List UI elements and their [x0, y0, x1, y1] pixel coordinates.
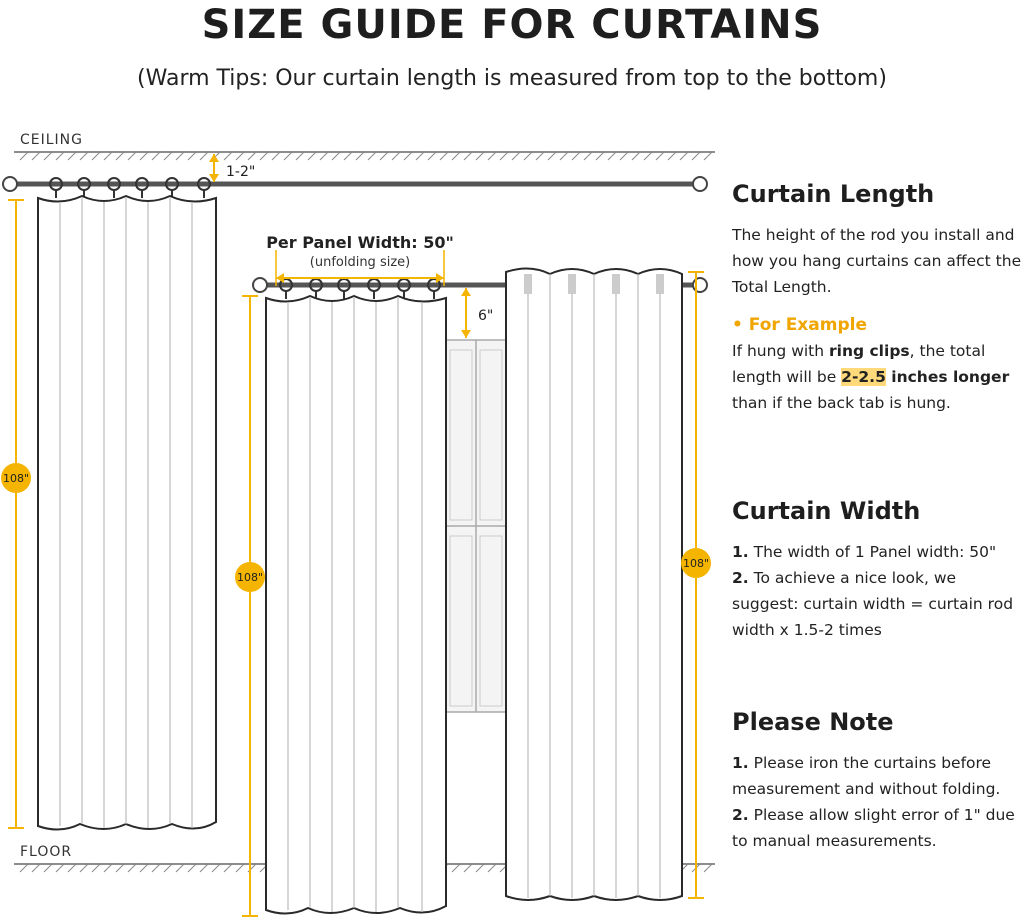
hatch-line: [68, 152, 76, 160]
hatch-line: [524, 152, 532, 160]
please-note-section: [732, 708, 1024, 854]
hatch-line: [488, 152, 496, 160]
please-note-item-1: [732, 750, 1024, 802]
length-dimension-middle: [235, 296, 265, 916]
hatch-line: [224, 864, 232, 872]
hatch-line: [176, 152, 184, 160]
hatch-line: [260, 152, 268, 160]
rod-gap-marker: [209, 154, 219, 182]
hatch-line: [200, 864, 208, 872]
for-example-body: [732, 338, 1024, 416]
curtain-length-body: The height of the rod you install and how you hang curtains can affect the Total Length.: [732, 226, 1022, 296]
curtain-panel-middle: [266, 296, 446, 914]
curtain-length-section: [732, 180, 1024, 416]
page-title: SIZE GUIDE FOR CURTAINS: [201, 2, 823, 48]
drop-label: 6": [478, 308, 494, 324]
hatch-line: [236, 152, 244, 160]
hatch-line: [320, 152, 328, 160]
hatch-line: [116, 152, 124, 160]
hatch-line: [152, 152, 160, 160]
hatch-line: [284, 152, 292, 160]
hatch-line: [584, 152, 592, 160]
window-frame: [446, 340, 506, 712]
hatch-line: [596, 152, 604, 160]
please-note-item-2: [732, 802, 1024, 854]
please-note-heading: Please Note: [732, 708, 894, 736]
hatch-line: [296, 152, 304, 160]
curtain-width-item-2: [732, 565, 1024, 643]
curtain-panel-left: [38, 196, 216, 830]
hatch-line: [500, 152, 508, 160]
curtain-length-heading: Curtain Length: [732, 180, 935, 208]
hatch-line: [344, 152, 352, 160]
hatch-line: [32, 152, 40, 160]
hatch-line: [152, 864, 160, 872]
curtain-panel-right: [506, 268, 682, 900]
hatch-line: [476, 152, 484, 160]
hatch-line: [464, 864, 472, 872]
hatch-line: [212, 864, 220, 872]
hatch-line: [308, 152, 316, 160]
hatch-line: [164, 864, 172, 872]
width-item-1-number: 1.: [732, 543, 749, 561]
example-inches-longer: inches longer: [885, 368, 1010, 386]
hatch-line: [560, 152, 568, 160]
hatch-line: [356, 152, 364, 160]
hatch-line: [20, 152, 28, 160]
hatch-line: [692, 152, 700, 160]
hatch-line: [416, 152, 424, 160]
hatch-line: [248, 152, 256, 160]
hatch-line: [512, 152, 520, 160]
hatch-line: [128, 152, 136, 160]
hatch-line: [428, 152, 436, 160]
hatch-line: [116, 864, 124, 872]
hatch-line: [572, 152, 580, 160]
length-label-right: 108": [682, 557, 710, 570]
hatch-line: [608, 152, 616, 160]
hatch-line: [656, 152, 664, 160]
hatch-line: [236, 864, 244, 872]
ceiling-label: CEILING: [20, 132, 83, 148]
hatch-line: [188, 864, 196, 872]
hatch-line: [668, 152, 676, 160]
example-highlight: 2-2.5: [841, 368, 886, 386]
hatch-line: [92, 152, 100, 160]
hatch-line: [620, 152, 628, 160]
curtain-width-heading: Curtain Width: [732, 497, 921, 525]
hatch-line: [680, 152, 688, 160]
hatch-line: [104, 864, 112, 872]
hatch-line: [80, 152, 88, 160]
note-item-1-text: Please iron the curtains before measurement and without folding.: [732, 754, 1001, 798]
page-subtitle: (Warm Tips: Our curtain length is measured from top to the bottom): [137, 66, 887, 91]
hatch-line: [164, 152, 172, 160]
length-label-middle: 108": [236, 571, 264, 584]
hatch-line: [536, 152, 544, 160]
hatch-line: [140, 152, 148, 160]
hatch-line: [56, 864, 64, 872]
example-text-mid: , the total length will be: [732, 342, 986, 386]
panel-width-note: (unfolding size): [309, 255, 411, 270]
hatch-line: [404, 152, 412, 160]
hatch-line: [44, 864, 52, 872]
hatch-line: [644, 152, 652, 160]
hatch-line: [452, 864, 460, 872]
hatch-line: [452, 152, 460, 160]
hatch-line: [704, 152, 712, 160]
floor-label: FLOOR: [20, 844, 73, 860]
hatch-line: [32, 864, 40, 872]
hatch-line: [176, 864, 184, 872]
curtain-width-item-1: [732, 539, 1024, 565]
hatch-line: [632, 152, 640, 160]
example-text-pre: If hung with: [732, 342, 830, 360]
rod-gap-label: 1-2": [226, 164, 256, 180]
note-item-1-number: 1.: [732, 754, 749, 772]
hatch-line: [188, 152, 196, 160]
ring-clips-left: [50, 178, 210, 198]
for-example-heading: • For Example: [732, 315, 867, 335]
width-item-2-text: To achieve a nice look, we suggest: curtain width = curtain rod width x 1.5-2 times: [732, 569, 1014, 639]
hatch-line: [488, 864, 496, 872]
panel-width-label: Per Panel Width: 50": [266, 233, 454, 252]
hatch-line: [92, 864, 100, 872]
hatch-line: [104, 152, 112, 160]
hatch-line: [392, 152, 400, 160]
hatch-line: [56, 152, 64, 160]
drop-marker: [461, 288, 471, 338]
curtain-width-section: [732, 497, 1024, 643]
hatch-line: [224, 152, 232, 160]
length-dimension-right: [681, 272, 711, 898]
hatch-line: [200, 152, 208, 160]
ceiling-hatch: [14, 152, 715, 160]
length-label-left: 108": [2, 472, 30, 485]
hatch-line: [272, 152, 280, 160]
hatch-line: [476, 864, 484, 872]
hatch-line: [140, 864, 148, 872]
example-text-post: than if the back tab is hung.: [732, 394, 951, 412]
hatch-line: [128, 864, 136, 872]
hatch-line: [380, 152, 388, 160]
hatch-line: [440, 152, 448, 160]
hatch-line: [44, 152, 52, 160]
ring-clips-middle: [280, 279, 440, 299]
length-dimension-left: [1, 200, 31, 828]
hatch-line: [464, 152, 472, 160]
hatch-line: [80, 864, 88, 872]
hatch-line: [548, 152, 556, 160]
hatch-line: [20, 864, 28, 872]
hatch-line: [68, 864, 76, 872]
hatch-line: [704, 864, 712, 872]
example-ring-clips: ring clips: [829, 342, 910, 360]
width-item-1-text: The width of 1 Panel width: 50": [748, 543, 997, 561]
hatch-line: [368, 152, 376, 160]
note-item-2-number: 2.: [732, 806, 749, 824]
hatch-line: [332, 152, 340, 160]
note-item-2-text: Please allow slight error of 1" due to manual measurements.: [732, 806, 1015, 850]
width-item-2-number: 2.: [732, 569, 749, 587]
